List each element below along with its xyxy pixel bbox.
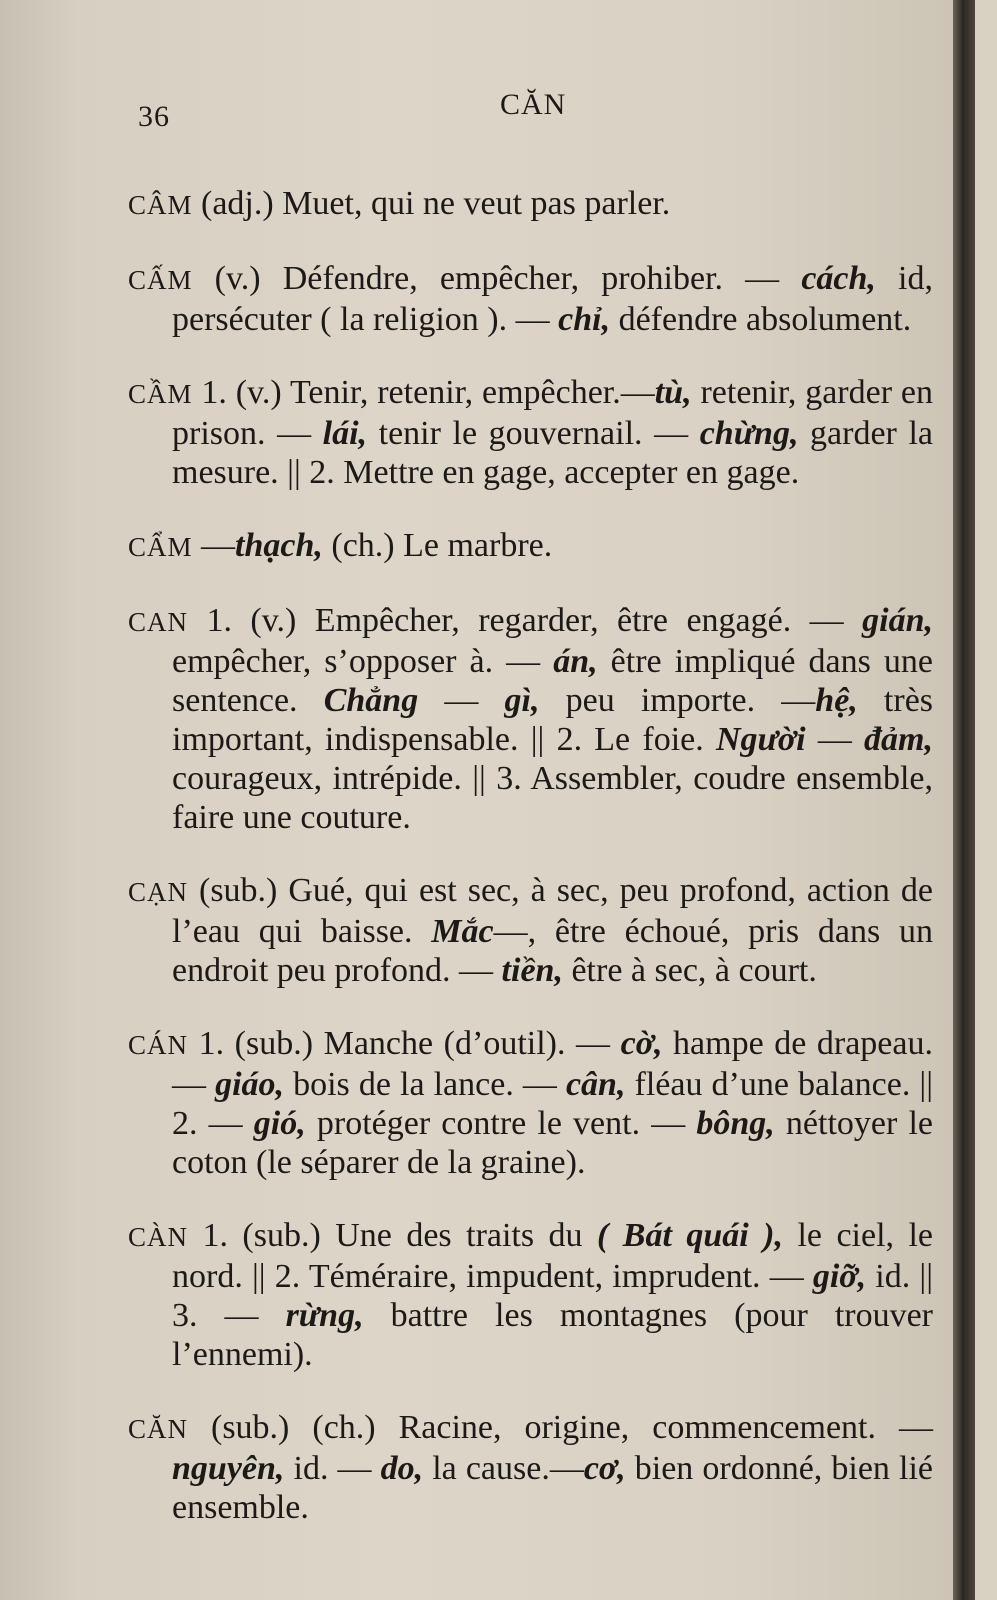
entry-text: courageux, intrépide. || 3. Assembler, coudre ensemble, faire une couture. (172, 760, 933, 836)
dictionary-entry-cam-forbid (128, 259, 933, 339)
entry-text: être à sec, à court. (562, 952, 817, 989)
entry-example-term: gián, (862, 602, 933, 639)
entry-example-term: Người (715, 721, 806, 758)
entry-example-term: tù, (654, 374, 692, 411)
entry-text: bien ordonné, bien lié ensemble. (172, 1450, 933, 1526)
dictionary-entry-cam-mute (128, 184, 933, 225)
entry-example-term: giỡ, (812, 1258, 867, 1295)
entry-text: (sub.) Gué, qui est sec, à sec, peu profond, action de l’eau qui baisse. (172, 872, 933, 950)
entry-example-term: án, (553, 643, 598, 680)
entry-text: néttoyer le coton (le séparer de la graine). (172, 1105, 934, 1181)
entry-text: (v.) Défendre, empêcher, prohiber. — (192, 260, 802, 297)
entry-example-term: giáo, (215, 1066, 285, 1103)
entry-example-term: chừng, (699, 415, 799, 452)
book-spine-shadow (953, 0, 975, 1600)
entry-text: la cause.— (423, 1450, 584, 1487)
entry-list (128, 150, 933, 1537)
entry-example-term: cân, (565, 1066, 626, 1103)
entry-text: 1. (sub.) Manche (d’outil). — (188, 1025, 621, 1062)
entry-text: hampe de drapeau. — (172, 1025, 933, 1103)
running-head: CĂN (500, 88, 567, 121)
entry-example-term: bông, (696, 1105, 775, 1142)
entry-headword: CẨM (128, 532, 193, 562)
entry-headword: CÀN (128, 1222, 189, 1252)
entry-text: id. — (284, 1450, 381, 1487)
dictionary-entry-can-root (128, 1408, 933, 1527)
page-number: 36 (138, 100, 170, 133)
entry-text: id, persécuter ( la religion ). — (172, 260, 934, 338)
entry-headword: CẠN (128, 877, 189, 907)
entry-text: fléau d’une balance. || 2. — (172, 1066, 934, 1142)
entry-headword: CẦM (128, 379, 193, 409)
entry-text: —, être échoué, pris dans un endroit peu profond. — (172, 913, 933, 989)
entry-text: être impliqué dans une sentence. (172, 643, 933, 719)
entry-text: — (418, 682, 505, 719)
entry-text: (adj.) Muet, qui ne veut pas parler. (192, 185, 671, 222)
entry-text: (ch.) Le marbre. (322, 527, 553, 564)
entry-text: empêcher, s’opposer à. — (172, 643, 554, 680)
entry-example-term: chỉ, (558, 301, 611, 338)
entry-text: (sub.) (ch.) Racine, origine, commencement. — (188, 1409, 933, 1446)
entry-text: — (192, 527, 236, 564)
entry-example-term: thạch, (235, 527, 323, 564)
entry-text: garder la mesure. || 2. Mettre en gage, accepter en gage. (172, 415, 933, 491)
entry-example-term: cơ, (583, 1450, 626, 1487)
entry-example-term: Chẳng (323, 682, 419, 719)
entry-headword: CAN (128, 607, 189, 637)
entry-text: tenir le gouvernail. — (367, 415, 700, 452)
entry-text: protéger contre le vent. — (305, 1105, 697, 1142)
entry-headword: CÂM (128, 190, 193, 220)
dictionary-entry-can-trait (128, 1216, 933, 1374)
entry-text: peu importe. — (539, 682, 816, 719)
entry-example-term: đảm, (864, 721, 933, 758)
entry-example-term: Mắc (431, 913, 494, 950)
entry-text: 1. (sub.) Une des traits du (188, 1217, 598, 1254)
entry-text: battre les montagnes (pour trouver l’ennemi). (172, 1297, 934, 1373)
entry-example-term: hệ, (815, 682, 858, 719)
entry-text: très important, indispensable. || 2. Le foie. (172, 682, 934, 758)
entry-text: retenir, garder en prison. — (172, 374, 933, 452)
dictionary-entry-can-handle (128, 1024, 933, 1182)
entry-example-term: gió, (253, 1105, 306, 1142)
entry-example-term: rừng, (285, 1297, 364, 1334)
entry-text: 1. (v.) Empêcher, regarder, être engagé. — (188, 602, 863, 639)
entry-headword: CẤM (128, 265, 193, 295)
entry-text: 1. (v.) Tenir, retenir, empêcher.— (192, 374, 655, 411)
entry-example-term: tiền, (501, 952, 563, 989)
entry-text: — (805, 721, 865, 758)
dictionary-entry-cam-hold (128, 373, 933, 492)
entry-example-term: gì, (504, 682, 540, 719)
dictionary-entry-can-prevent (128, 601, 933, 837)
entry-example-term: cách, (801, 260, 876, 297)
entry-text: bois de la lance. — (284, 1066, 566, 1103)
entry-headword: CĂN (128, 1414, 189, 1444)
entry-text: défendre absolument. (610, 301, 912, 338)
entry-example-term: cờ, (620, 1025, 663, 1062)
entry-example-term: ( Bát quái ), (597, 1217, 783, 1254)
dictionary-entry-can-ford (128, 871, 933, 990)
dictionary-entry-cam-marble (128, 526, 933, 567)
entry-text: id. || 3. — (172, 1258, 934, 1334)
entry-headword: CÁN (128, 1030, 189, 1060)
entry-example-term: do, (380, 1450, 424, 1487)
entry-text: le ciel, le nord. || 2. Téméraire, impudent, imprudent. — (172, 1217, 934, 1295)
entry-example-term: nguyên, (172, 1450, 285, 1487)
entry-example-term: lái, (322, 415, 368, 452)
